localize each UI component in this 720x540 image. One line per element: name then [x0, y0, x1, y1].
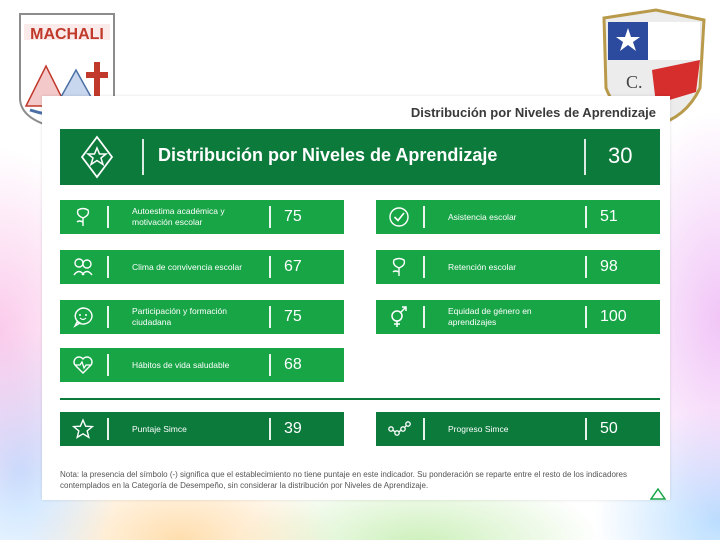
footnote: Nota: la presencia del símbolo (-) significa que el establecimiento no tiene puntaje en este indicador. Su ponderación se reparte entre el resto de los indicadores contemplados en la Categoría de Desempeño, sin considerar la distribución por Niveles de Aprendizaje. [60, 470, 628, 490]
progress-icon [386, 418, 412, 440]
indicator-row-habitos [60, 348, 344, 382]
gender-icon [388, 306, 410, 328]
indicator-label: Retención escolar [448, 261, 517, 272]
indicator-row-autoestima [60, 200, 344, 234]
indicator-row-participacion [60, 300, 344, 334]
indicator-label: Hábitos de vida saludable [132, 359, 230, 370]
header-label: Distribución por Niveles de Aprendizaje [158, 145, 498, 165]
indicator-row-puntaje-simce [60, 412, 344, 446]
indicator-label: Progreso Simce [448, 423, 509, 434]
rose-icon [72, 206, 94, 228]
indicator-value: 67 [284, 258, 302, 275]
heart-pulse-icon [72, 354, 94, 376]
rose-icon [388, 256, 410, 278]
shield-letters: C. [626, 72, 643, 92]
indicator-row-retencion [376, 250, 660, 284]
header-separator [142, 139, 144, 175]
indicator-value: 100 [600, 308, 627, 325]
indicator-label: Clima de convivencia escolar [132, 261, 243, 272]
people-icon [72, 256, 94, 278]
indicator-label: Participación y formación ciudadana [132, 306, 227, 327]
triangle-up-icon [650, 488, 666, 500]
section-divider [60, 398, 660, 400]
header-value-separator [584, 139, 586, 175]
crest-text: MACHALI [30, 26, 104, 43]
indicator-row-clima [60, 250, 344, 284]
chat-bubble-icon [72, 306, 94, 328]
check-circle-icon [388, 206, 410, 228]
header-value: 30 [608, 143, 633, 168]
indicator-value: 68 [284, 356, 302, 373]
infographic-card [42, 96, 670, 500]
header-bar [60, 129, 660, 185]
indicator-label: Equidad de género en aprendizajes [448, 306, 532, 327]
indicator-value: 51 [600, 208, 618, 225]
indicator-row-asistencia [376, 200, 660, 234]
indicator-value: 39 [284, 420, 302, 437]
card-title: Distribución por Niveles de Aprendizaje [410, 105, 656, 120]
indicator-row-equidad [376, 300, 660, 334]
indicator-label: Autoestima académica y motivación escolar [132, 206, 225, 227]
indicator-label: Puntaje Simce [132, 423, 187, 434]
indicator-value: 50 [600, 420, 618, 437]
diamond-star-icon [80, 135, 114, 179]
indicator-value: 75 [284, 208, 302, 225]
indicator-value: 98 [600, 258, 618, 275]
star-outline-icon [72, 418, 94, 440]
indicator-row-progreso-simce [376, 412, 660, 446]
indicator-value: 75 [284, 308, 302, 325]
indicator-label: Asistencia escolar [448, 211, 517, 222]
